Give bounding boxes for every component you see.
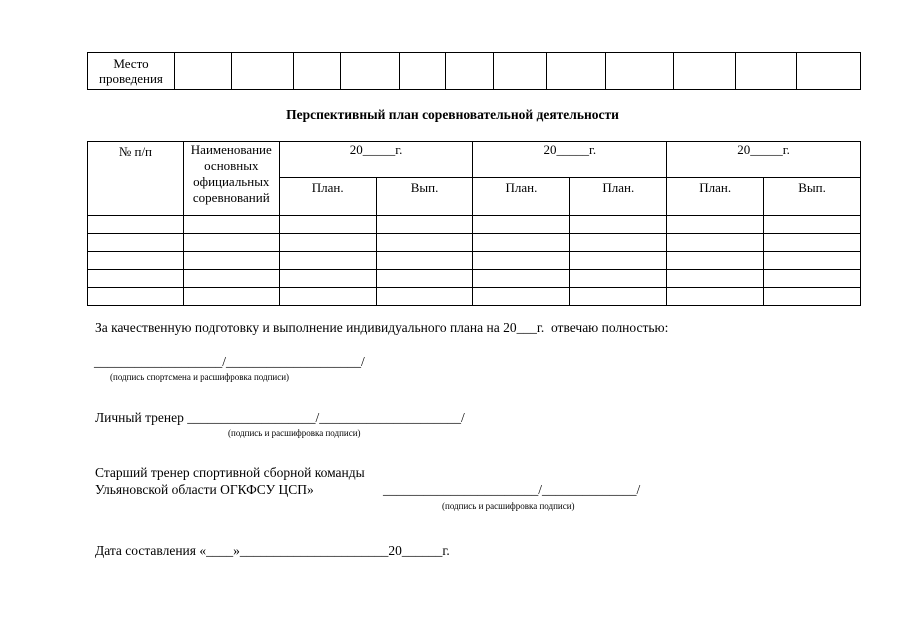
venue-cell[interactable] <box>797 53 861 90</box>
table-cell[interactable] <box>88 270 184 288</box>
venue-cell[interactable] <box>231 53 294 90</box>
table-cell[interactable] <box>376 234 473 252</box>
table-cell[interactable] <box>473 216 570 234</box>
table-cell[interactable] <box>376 216 473 234</box>
senior-coach-title-line2: Ульяновской области ОГКФСУ ЦСП» <box>95 482 314 497</box>
table-cell[interactable] <box>279 270 376 288</box>
venue-label-line1: Место <box>113 56 149 71</box>
table-cell[interactable] <box>764 216 861 234</box>
venue-cell[interactable] <box>494 53 547 90</box>
venue-cell[interactable] <box>736 53 797 90</box>
table-cell[interactable] <box>279 216 376 234</box>
venue-cell[interactable] <box>399 53 445 90</box>
year-header-2: 20_____г. <box>473 142 667 178</box>
table-cell[interactable] <box>667 234 764 252</box>
col-name-header: Наименование основных официальных соревнований <box>183 142 279 216</box>
table-cell[interactable] <box>183 216 279 234</box>
personal-coach-line[interactable]: Личный тренер ___________________/_____________________/ <box>95 410 465 425</box>
athlete-signature-line[interactable]: ___________________/____________________/ <box>94 354 365 369</box>
subheader-plan: План. <box>667 178 764 216</box>
venue-label-line2: проведения <box>98 71 163 86</box>
table-row <box>88 252 861 270</box>
table-cell[interactable] <box>570 216 667 234</box>
table-cell[interactable] <box>279 252 376 270</box>
table-cell[interactable] <box>279 234 376 252</box>
subheader-plan: План. <box>473 178 570 216</box>
table-row <box>88 216 861 234</box>
table-cell[interactable] <box>667 216 764 234</box>
commitment-text: За качественную подготовку и выполнение индивидуального плана на 20___г. отвечаю полностью: <box>95 320 669 335</box>
venue-cell[interactable] <box>445 53 494 90</box>
table-cell[interactable] <box>667 288 764 306</box>
table-cell[interactable] <box>764 252 861 270</box>
table-row <box>88 288 861 306</box>
venue-cell[interactable] <box>606 53 674 90</box>
year-header-3: 20_____г. <box>667 142 861 178</box>
venue-cell[interactable] <box>547 53 606 90</box>
table-cell[interactable] <box>473 252 570 270</box>
venue-row <box>88 53 861 90</box>
date-line[interactable]: Дата составления «____»______________________20______г. <box>95 543 450 558</box>
subheader-plan: План. <box>570 178 667 216</box>
table-cell[interactable] <box>183 234 279 252</box>
table-row <box>88 234 861 252</box>
table-cell[interactable] <box>570 288 667 306</box>
senior-coach-caption: (подпись и расшифровка подписи) <box>442 501 575 511</box>
competition-plan-table <box>87 141 861 306</box>
table-cell[interactable] <box>764 234 861 252</box>
table-cell[interactable] <box>667 270 764 288</box>
venue-label <box>88 53 175 90</box>
venue-cell[interactable] <box>673 53 736 90</box>
subheader-done: Вып. <box>764 178 861 216</box>
subheader-done: Вып. <box>376 178 473 216</box>
senior-coach-signature-line[interactable]: _______________________/______________/ <box>383 482 641 497</box>
table-cell[interactable] <box>473 270 570 288</box>
table-cell[interactable] <box>88 252 184 270</box>
plan-title: Перспективный план соревновательной деятельности <box>286 107 619 122</box>
venue-cell[interactable] <box>174 53 231 90</box>
venue-cell[interactable] <box>341 53 400 90</box>
table-cell[interactable] <box>473 288 570 306</box>
personal-coach-caption: (подпись и расшифровка подписи) <box>228 428 361 438</box>
table-cell[interactable] <box>279 288 376 306</box>
subheader-plan: План. <box>279 178 376 216</box>
table-cell[interactable] <box>183 252 279 270</box>
year-header-1: 20_____г. <box>279 142 473 178</box>
table-cell[interactable] <box>376 270 473 288</box>
table-cell[interactable] <box>88 288 184 306</box>
table-cell[interactable] <box>570 270 667 288</box>
table-cell[interactable] <box>376 252 473 270</box>
table-cell[interactable] <box>183 270 279 288</box>
venue-cell[interactable] <box>294 53 341 90</box>
senior-coach-title-line1: Старший тренер спортивной сборной команды <box>95 465 365 480</box>
table-cell[interactable] <box>376 288 473 306</box>
table-cell[interactable] <box>183 288 279 306</box>
table-cell[interactable] <box>764 288 861 306</box>
venue-table <box>87 52 861 90</box>
table-cell[interactable] <box>88 216 184 234</box>
table-cell[interactable] <box>570 252 667 270</box>
plan-header-row <box>88 142 861 178</box>
table-cell[interactable] <box>570 234 667 252</box>
table-cell[interactable] <box>473 234 570 252</box>
table-row <box>88 270 861 288</box>
table-cell[interactable] <box>667 252 764 270</box>
athlete-signature-caption: (подпись спортсмена и расшифровка подписи) <box>110 372 290 382</box>
table-cell[interactable] <box>764 270 861 288</box>
col-number-header: № п/п <box>88 142 184 216</box>
table-cell[interactable] <box>88 234 184 252</box>
